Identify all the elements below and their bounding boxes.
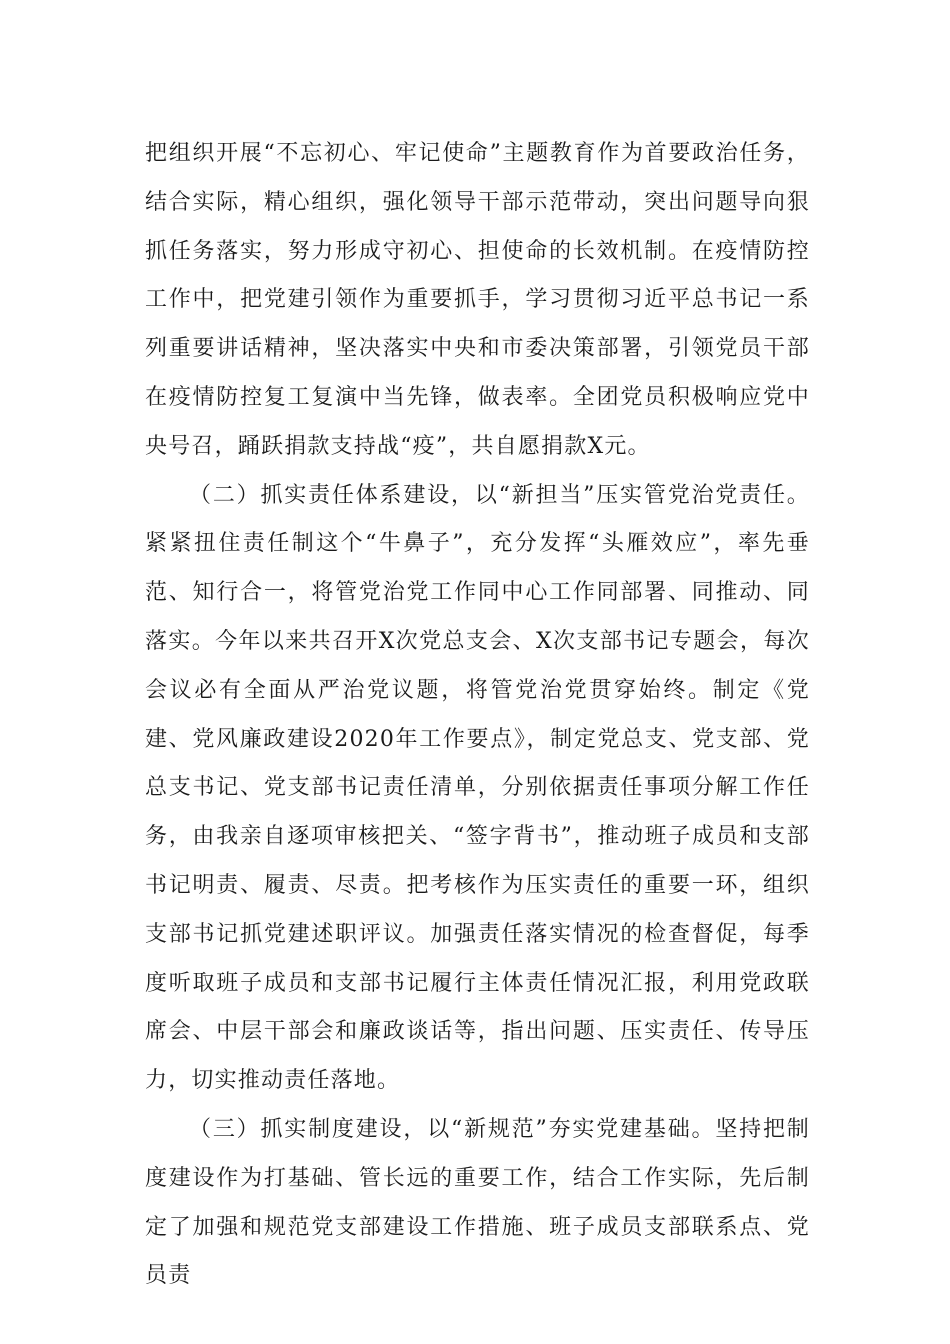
- document-body: [145, 130, 810, 1301]
- paragraph-3: （三）抓实制度建设，以“新规范”夯实党建基础。坚持把制度建设作为打基础、管长远的重要工作，结合工作实际，先后制定了加强和规范党支部建设工作措施、班子成员支部联系点、党员责: [145, 1116, 810, 1289]
- paragraph-2: （二）抓实责任体系建设，以“新担当”压实管党治党责任。紧紧扭住责任制这个“牛鼻子”，充分发挥“头雁效应”，率先垂范、知行合一，将管党治党工作同中心工作同部署、同推动、同落实。今年以来共召开X次党总支会、X次支部书记专题会，每次会议必有全面从严治党议题，将管党治党贯穿始终。制定《党建、党风廉政建设2020年工作要点》，制定党总支、党支部、党总支书记、党支部书记责任清单，分别依据责任事项分解工作任务，由我亲自逐项审核把关、“签字背书”，推动班子成员和支部书记明责、履责、尽责。把考核作为压实责任的重要一环，组织支部书记抓党建述职评议。加强责任落实情况的检查督促，每季度听取班子成员和支部书记履行主体责任情况汇报，利用党政联席会、中层干部会和廉政谈话等，指出问题、压实责任、传导压力，切实推动责任落地。: [145, 482, 810, 1094]
- paragraph-1: 把组织开展“不忘初心、牢记使命”主题教育作为首要政治任务，结合实际，精心组织，强化领导干部示范带动，突出问题导向狠抓任务落实，努力形成守初心、担使命的长效机制。在疫情防控工作中，把党建引领作为重要抓手，学习贯彻习近平总书记一系列重要讲话精神，坚决落实中央和市委决策部署，引领党员干部在疫情防控复工复演中当先锋，做表率。全团党员积极响应党中央号召，踊跃捐款支持战“疫”，共自愿捐款X元。: [145, 141, 810, 459]
